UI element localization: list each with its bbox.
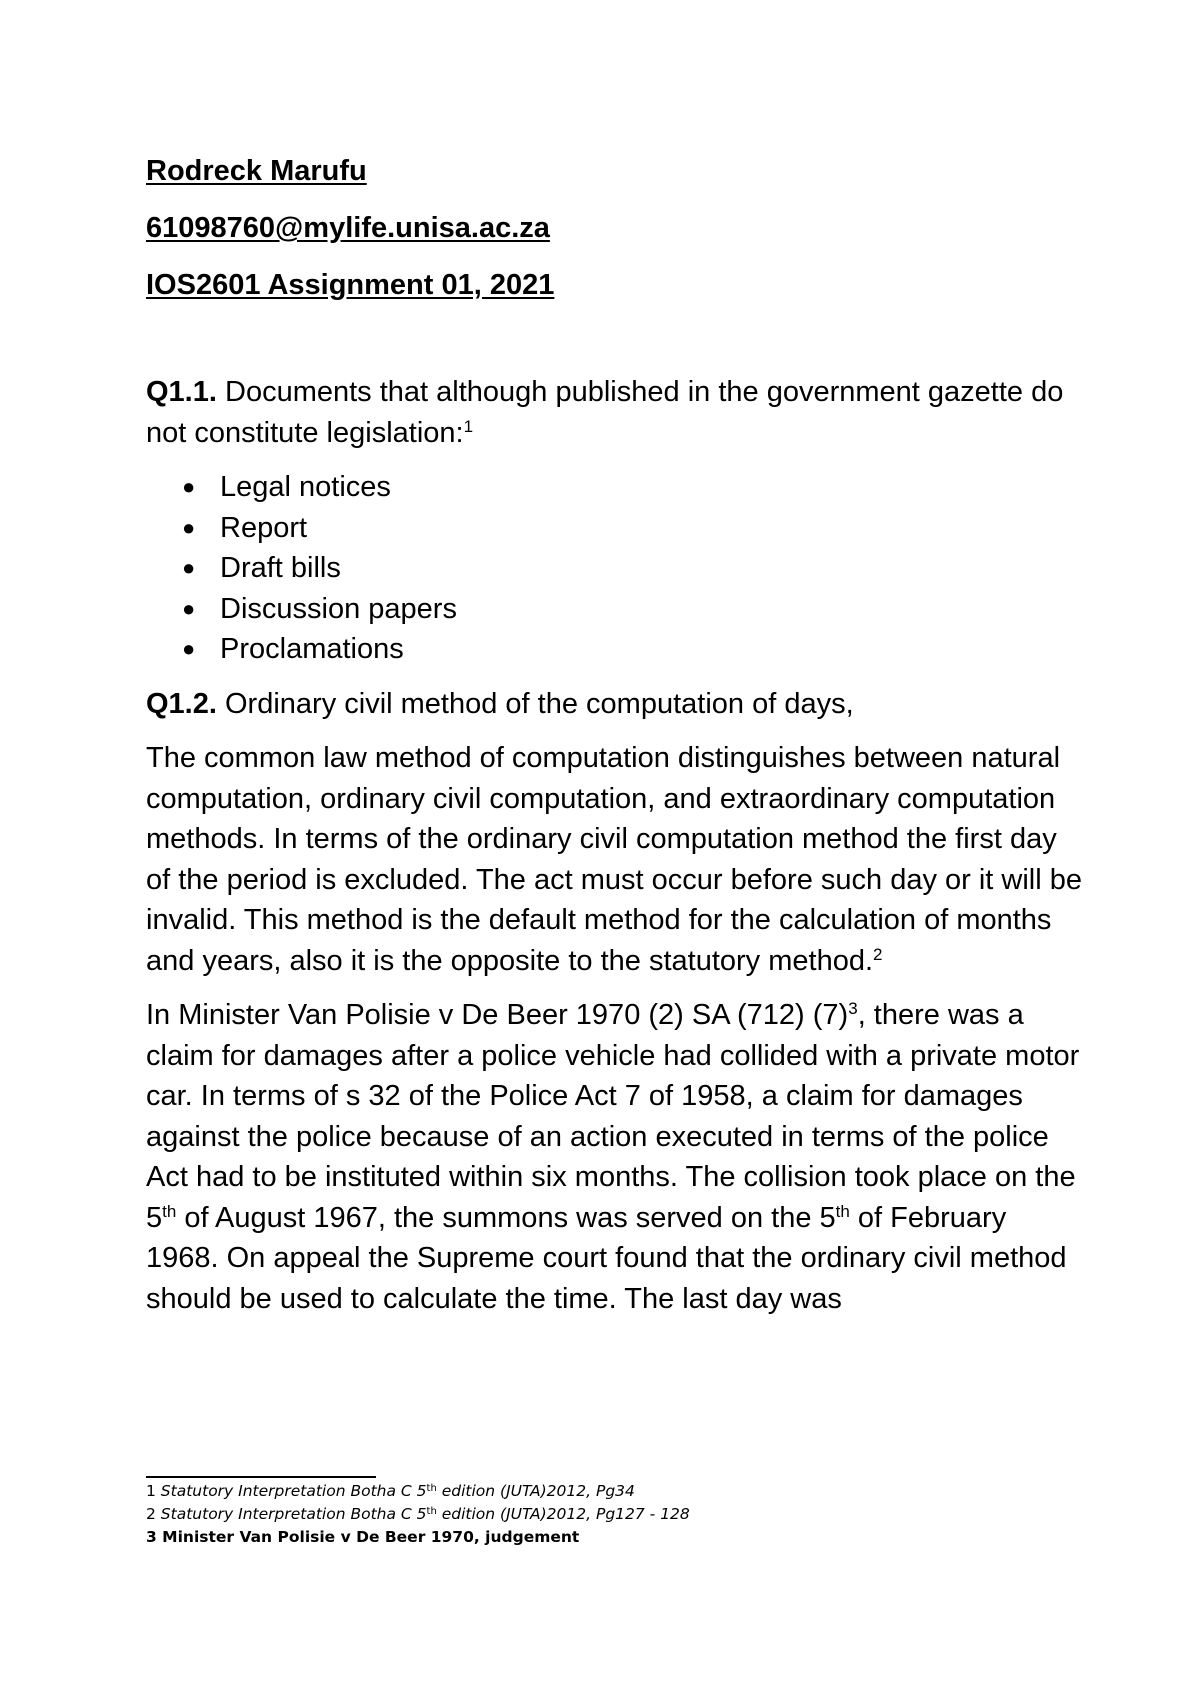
question-1-1 (146, 372, 1086, 453)
question-label: Q1.2. (146, 687, 217, 720)
footnote-text: Statutory Interpretation Botha C 5 (160, 1505, 427, 1523)
footnote-number: 1 (146, 1482, 161, 1500)
footnote-ref: 1 (463, 416, 474, 436)
list-item-text: Legal notices (220, 471, 391, 503)
list-item-text: Report (220, 511, 308, 544)
bullet-icon: ● (182, 595, 196, 621)
list-item (146, 589, 1086, 630)
question-1-2 (146, 684, 1086, 725)
paragraph-text: , there was a claim for damages after a police vehicle had collided with a private motor car. In terms of s 32 of the Police Act 7 of 1958, a claim for damages against the police because of an action executed in terms of the police Act had to be instituted within six months. The collision took place on the 5 (146, 999, 1080, 1234)
footnote-ref: 3 (848, 999, 858, 1018)
footnote-separator (146, 1476, 376, 1478)
list-item-text: Draft bills (220, 552, 341, 584)
paragraph-text: In Minister Van Polisie v De Beer 1970 (2) SA (712) (7) (146, 999, 849, 1031)
bullet-icon: ● (182, 474, 196, 499)
ordinal-suffix: th (426, 1506, 437, 1517)
list-item (146, 548, 1086, 589)
footnote-ref: 2 (873, 944, 883, 964)
author-name: Rodreck Marufu (146, 155, 367, 187)
bullet-icon: ● (182, 514, 196, 540)
list-item-text: Proclamations (220, 633, 404, 665)
document-list (146, 467, 1086, 670)
list-item (146, 508, 1086, 549)
bullet-icon: ● (182, 636, 196, 661)
bullet-icon: ● (182, 555, 196, 580)
question-text: Documents that although published in the government gazette do not constitute legislation: (146, 376, 1064, 449)
question-text: Ordinary civil method of the computation of days, (216, 687, 854, 720)
assignment-title: IOS2601 Assignment 01, 2021 (146, 269, 555, 301)
footnotes (146, 1476, 1086, 1549)
ordinal-suffix: th (162, 1201, 177, 1221)
document-body (146, 143, 1086, 1333)
question-label: Q1.1. (146, 376, 217, 408)
list-item-text: Discussion papers (220, 592, 457, 625)
paragraph-text: The common law method of computation distinguishes between natural computation, ordinary civil computation, and extraordinary computation methods. In terms of the ordinary civil computation method the first day of the period is excluded. The act must occur before such day or it will be invalid. This method is the default method for the calculation of months and years, also it is the opposite to the statutory method. (146, 742, 1083, 977)
paragraph-text: of August 1967, the summons was served on the 5 (176, 1201, 836, 1234)
footnote-number: 2 (146, 1505, 161, 1523)
paragraph-text: of February 1968. On appeal the Supreme court found that the ordinary civil method should be used to calculate the time. The last day was (146, 1201, 1067, 1315)
footnote-2 (146, 1503, 1086, 1526)
list-item (146, 629, 1086, 670)
spacer (146, 314, 1086, 372)
paragraph-computation (146, 738, 1086, 981)
footnote-text: edition (JUTA)2012, Pg34 (436, 1482, 635, 1500)
paragraph-case (146, 995, 1086, 1319)
author-email: 61098760@mylife.unisa.ac.za (146, 212, 550, 244)
ordinal-suffix: th (426, 1483, 437, 1494)
footnote-text: Statutory Interpretation Botha C 5 (160, 1482, 427, 1500)
list-item (146, 467, 1086, 508)
footnote-text: edition (JUTA)2012, Pg127 - 128 (436, 1505, 690, 1523)
footnote-1 (146, 1480, 1086, 1503)
ordinal-suffix: th (835, 1201, 850, 1221)
footnote-3: 3 Minister Van Polisie v De Beer 1970, judgement (146, 1528, 580, 1546)
